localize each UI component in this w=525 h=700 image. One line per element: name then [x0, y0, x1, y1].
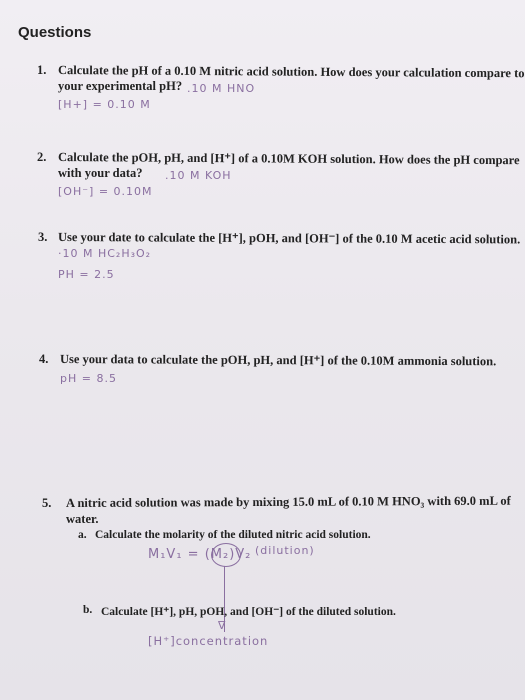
question-3-handwritten-note: ·10 M HC₂H₃O₂ [58, 247, 152, 260]
question-1-line-2: your experimental pH? [58, 79, 183, 93]
question-1-handwritten-answer: [H+] = 0.10 M [58, 98, 151, 111]
question-5b-handwritten-arrow: ∇ [218, 619, 227, 632]
question-3-handwritten-answer: PH = 2.5 [58, 268, 115, 281]
question-5b-handwritten-note: [H⁺]concentration [148, 634, 269, 648]
question-4-number: 4. [39, 352, 49, 366]
question-4-line-1: Use your data to calculate the pOH, pH, and [H⁺] of the 0.10M ammonia solution. [59, 352, 497, 369]
question-1-line-1: Calculate the pH of a 0.10 M nitric acid solution. How does your calculation compare to [57, 63, 525, 81]
question-5a-handwritten-formula: M₁V₁ = (M₂)V₂ [148, 547, 252, 562]
question-5a-handwritten-label: (dilution) [255, 544, 315, 557]
question-5a-label: a. [78, 529, 87, 541]
question-2-line-1: Calculate the pOH, pH, and [H⁺] of a 0.10M KOH solution. How does the pH compare [57, 150, 520, 168]
question-2-handwritten-note: .10 M KOH [165, 169, 232, 182]
question-2-number: 2. [37, 150, 47, 164]
question-1-number: 1. [37, 63, 47, 77]
question-5b-label: b. [83, 604, 93, 616]
question-3-number: 3. [38, 230, 48, 244]
question-5-line-1: A nitric acid solution was made by mixing 15.0 mL of 0.10 M HNO₃ with 69.0 mL of [65, 493, 511, 510]
question-2-handwritten-answer: [OH⁻] = 0.10M [58, 185, 153, 198]
question-3-line-1: Use your date to calculate the [H⁺], pOH, and [OH⁻] of the 0.10 M acetic acid solution. [57, 230, 521, 247]
page-heading: Questions [18, 24, 92, 41]
question-5-number: 5. [42, 496, 52, 510]
question-2-line-2: with your data? [58, 166, 143, 180]
question-5b-text: Calculate [H⁺], pH, pOH, and [OH⁻] of the diluted solution. [101, 606, 396, 618]
question-1-handwritten-note: .10 M HNO [187, 82, 256, 95]
question-5a-text: Calculate the molarity of the diluted nitric acid solution. [95, 529, 371, 541]
question-5a-circle-mark [211, 543, 241, 567]
question-5-line-2: water. [66, 512, 99, 526]
question-4-handwritten-answer: pH = 8.5 [60, 372, 117, 385]
